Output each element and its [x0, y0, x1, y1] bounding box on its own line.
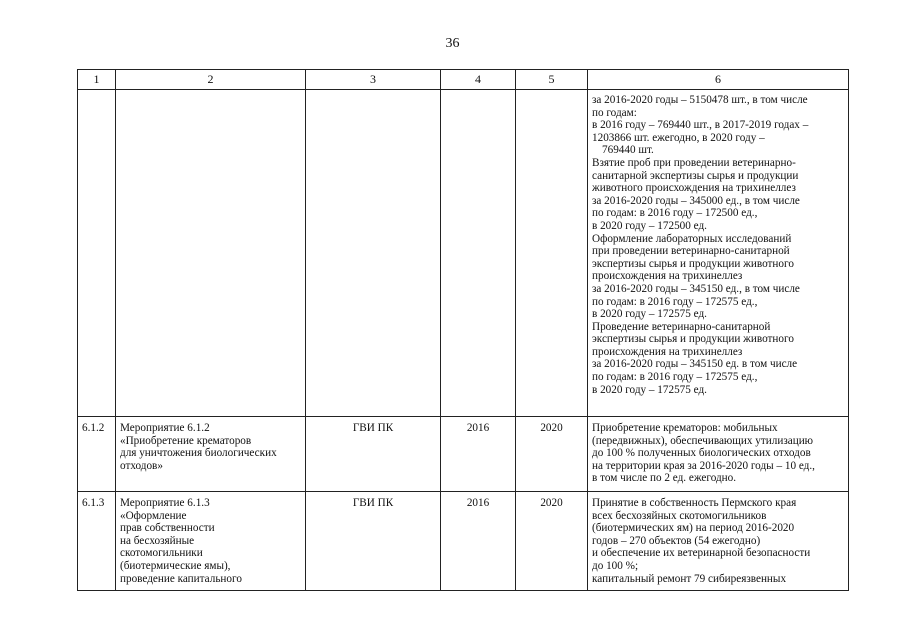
indicators [588, 417, 849, 492]
text-line: всех бесхозяйных скотомогильников [592, 509, 767, 522]
end-year: 2020 [516, 417, 588, 492]
text-line: Проведение ветеринарно-санитарной [592, 320, 771, 333]
text-line: годов – 270 объектов (54 ежегодно) [592, 534, 761, 547]
measures-table [77, 69, 849, 591]
text-line: на территории края за 2016-2020 годы – 10 ед., [592, 459, 815, 472]
indicators [588, 492, 849, 591]
text-line: до 100 %; [592, 559, 639, 572]
text-line: (биотермических ям) на период 2016-2020 [592, 522, 795, 535]
text-line: Взятие проб при проведении ветеринарно- [592, 156, 796, 169]
start-year: 2016 [441, 492, 516, 591]
text-line: по годам: в 2016 году – 172500 ед., [592, 207, 758, 220]
text-line: «Оформление [120, 509, 187, 522]
table-row-6-1-2 [78, 417, 849, 492]
header-row [78, 70, 849, 90]
text-line: экспертизы сырья и продукции животного [592, 333, 794, 346]
executor: ГВИ ПК [306, 492, 441, 591]
text-line: 1203866 шт. ежегодно, в 2020 году – [592, 131, 765, 144]
text-line: животного происхождения на трихинеллез [592, 182, 796, 195]
cell-empty [306, 90, 441, 417]
text-line: (биотермические ямы), [120, 559, 231, 572]
cell-empty [116, 90, 306, 417]
table-row-continuation [78, 90, 849, 417]
text-line: Принятие в собственность Пермского края [592, 497, 797, 509]
text-line: «Приобретение крематоров [120, 434, 252, 447]
start-year: 2016 [441, 417, 516, 492]
header-col-4: 4 [441, 70, 516, 90]
table-row-6-1-3 [78, 492, 849, 591]
text-line: до 100 % полученных биологических отходов [592, 447, 811, 460]
text-line: по годам: в 2016 году – 172575 ед., [592, 371, 758, 384]
text-line: за 2016-2020 годы – 5150478 шт., в том числе [592, 94, 808, 106]
executor: ГВИ ПК [306, 417, 441, 492]
text-line: (передвижных), обеспечивающих утилизацию [592, 434, 814, 447]
continuation-indicators [588, 90, 849, 417]
cell-empty [78, 90, 116, 417]
text-line: и обеспечение их ветеринарной безопасности [592, 547, 811, 560]
text-line: в 2016 году – 769440 шт., в 2017-2019 годах – [592, 119, 809, 132]
text-line: Мероприятие 6.1.3 [120, 497, 210, 509]
text-line: для уничтожения биологических [120, 447, 277, 460]
text-line: на бесхозяйные [120, 534, 195, 547]
text-line: санитарной экспертизы сырья и продукции [592, 169, 799, 182]
text-line: за 2016-2020 годы – 345150 ед. в том числе [592, 358, 798, 371]
end-year: 2020 [516, 492, 588, 591]
header-col-6: 6 [588, 70, 849, 90]
text-line: прав собственности [120, 522, 215, 535]
text-line: проведение капитального [120, 572, 242, 585]
header-col-2: 2 [116, 70, 306, 90]
cell-empty [441, 90, 516, 417]
header-col-3: 3 [306, 70, 441, 90]
text-line: Оформление лабораторных исследований [592, 232, 792, 245]
measure-title [116, 492, 306, 591]
header-col-1: 1 [78, 70, 116, 90]
text-line: происхождения на трихинеллез [592, 270, 743, 283]
text-line: при проведении ветеринарно-санитарной [592, 245, 790, 258]
page-number: 36 [445, 36, 460, 51]
text-line: капитальный ремонт 79 сибиреязвенных [592, 572, 787, 585]
text-line: Приобретение крематоров: мобильных [592, 422, 778, 434]
text-line: по годам: [592, 106, 637, 119]
text-line: скотомогильники [120, 547, 203, 560]
text-line: в 2020 году – 172500 ед. [592, 219, 707, 232]
row-number: 6.1.2 [78, 417, 116, 492]
text-line: происхождения на трихинеллез [592, 345, 743, 358]
text-line: отходов» [120, 459, 163, 472]
text-line: Мероприятие 6.1.2 [120, 422, 210, 434]
header-col-5: 5 [516, 70, 588, 90]
text-line: за 2016-2020 годы – 345150 ед., в том числе [592, 282, 800, 295]
text-line: в том числе по 2 ед. ежегодно. [592, 472, 737, 485]
cell-empty [516, 90, 588, 417]
text-line: по годам: в 2016 году – 172575 ед., [592, 295, 758, 308]
text-line: в 2020 году – 172575 ед. [592, 308, 707, 321]
text-line: 769440 шт. [602, 144, 654, 157]
row-number: 6.1.3 [78, 492, 116, 591]
measure-title [116, 417, 306, 492]
text-line: экспертизы сырья и продукции животного [592, 257, 794, 270]
text-line: в 2020 году – 172575 ед. [592, 383, 707, 396]
text-line: за 2016-2020 годы – 345000 ед., в том числе [592, 194, 800, 207]
